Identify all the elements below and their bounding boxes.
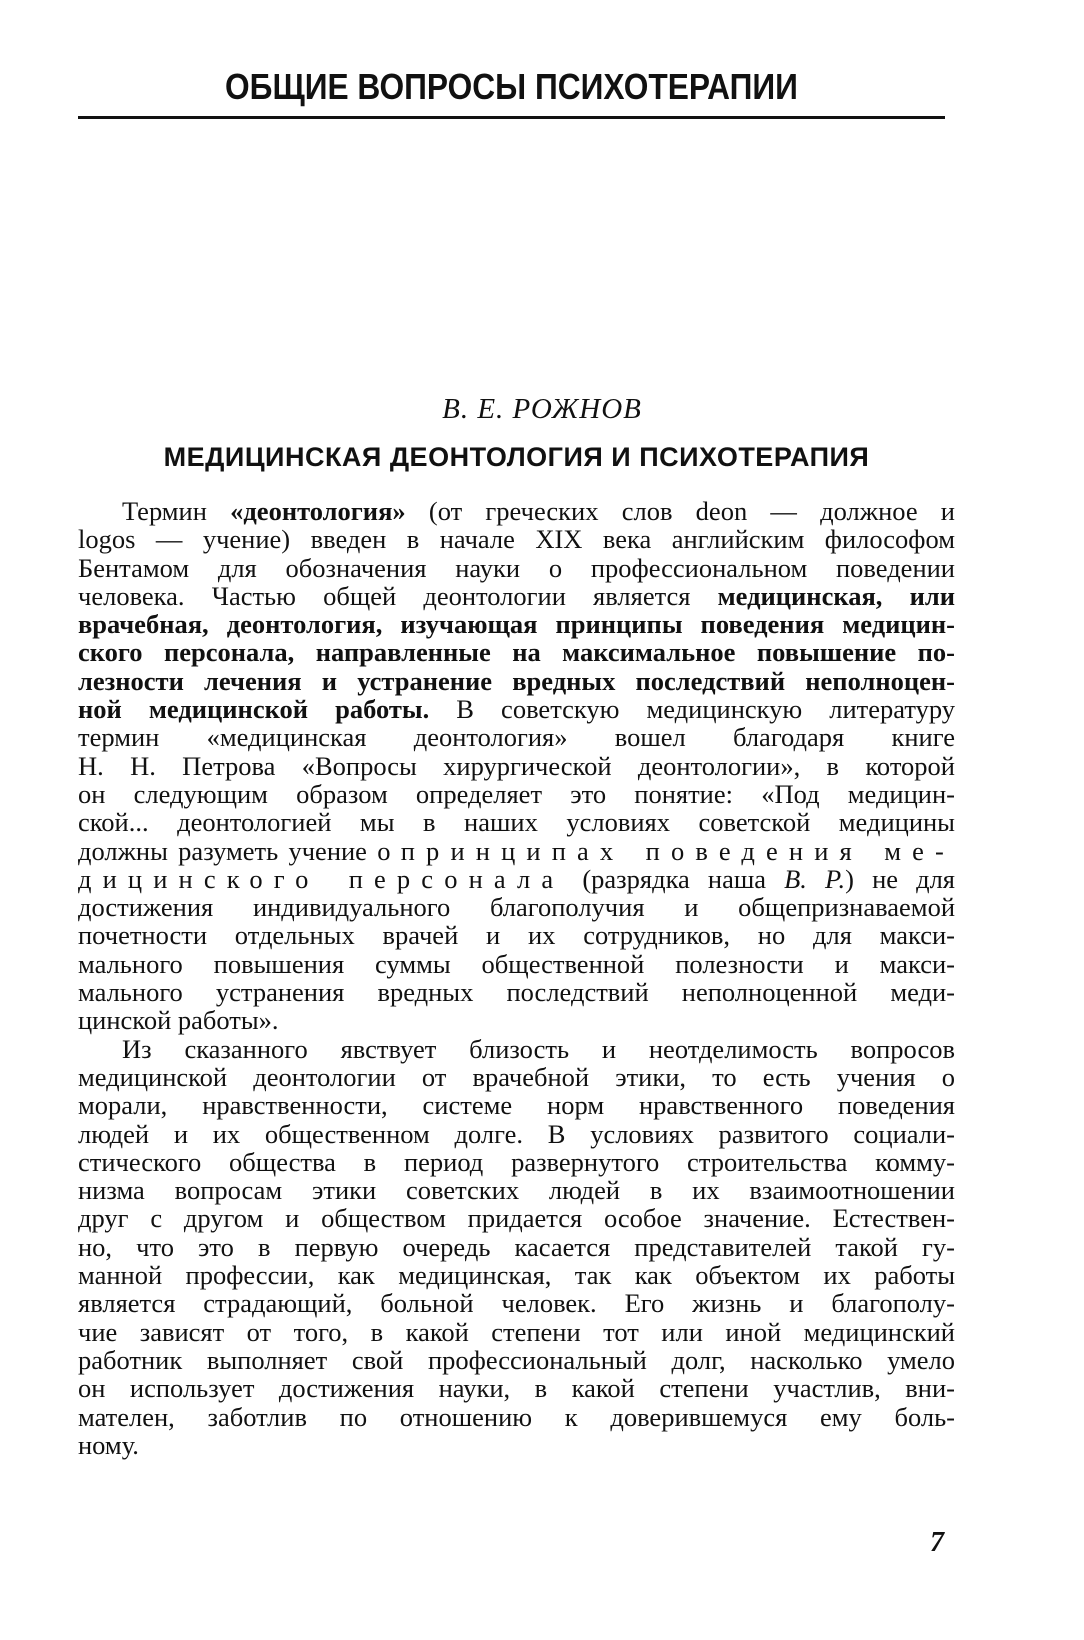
- text: друг с другом и обществом придается особое значение. Естествен-: [78, 1203, 955, 1234]
- text: почетности отдельных врачей и их сотрудников, но для макси-: [78, 920, 955, 951]
- page-number: 7: [930, 1527, 944, 1558]
- text-line: [78, 638, 955, 666]
- text: logos — учение) введен в начале XIX века английским философом: [78, 524, 955, 555]
- text: В советскую медицинскую литературу: [429, 694, 955, 725]
- text-line: [78, 837, 955, 865]
- text: морали, нравственности, системе норм нравственного поведения: [78, 1090, 955, 1121]
- spaced-text: дицинского персонала: [78, 863, 565, 894]
- text: Из сказанного явствует близость и неотделимость вопросов: [122, 1033, 955, 1064]
- text-line: [78, 1318, 955, 1346]
- text: медицинской деонтологии от врачебной этики, то есть учения о: [78, 1061, 955, 1092]
- text-line: [78, 978, 955, 1006]
- text-line: [78, 525, 955, 553]
- text: мального повышения суммы общественной полезности и макси-: [78, 948, 955, 979]
- text-line: [78, 1204, 955, 1232]
- text: ) не для: [845, 863, 955, 894]
- text-line: [78, 1233, 955, 1261]
- text: цинской работы».: [78, 1005, 279, 1036]
- text-line: [78, 950, 955, 978]
- text: мального устранения вредных последствий неполноценной меди-: [78, 977, 955, 1008]
- bold-text: «деонтология»: [230, 496, 406, 526]
- article-title: МЕДИЦИНСКАЯ ДЕОНТОЛОГИЯ И ПСИХОТЕРАПИЯ: [163, 442, 870, 472]
- text: манной профессии, как медицинская, так как объектом их работы: [78, 1260, 955, 1291]
- text: Н. Н. Петрова «Вопросы хирургической деонтологии», в которой: [78, 750, 955, 781]
- text: термин «медицинская деонтология» вошел благодаря книге: [78, 722, 955, 753]
- text-line: [78, 921, 955, 949]
- text-line: [78, 808, 955, 836]
- text-line: [78, 610, 955, 638]
- text-line: [78, 1346, 955, 1374]
- text-line: [78, 1120, 955, 1148]
- text-line: [78, 780, 955, 808]
- text-line: [78, 865, 955, 893]
- text: он использует достижения науки, в какой степени участлив, вни-: [78, 1373, 955, 1404]
- text: является страдающий, больной человек. Его жизнь и благополу-: [78, 1288, 955, 1319]
- text: чие зависят от того, в какой степени тот или иной медицинский: [78, 1316, 955, 1347]
- text-line: [78, 1261, 955, 1289]
- text-line: [78, 1289, 955, 1317]
- text-line: [78, 1176, 955, 1204]
- text: ской... деонтологией мы в наших условиях советской медицины: [78, 807, 955, 838]
- text: должны разуметь учение о: [78, 835, 401, 866]
- bold-text: медицинская, или: [717, 580, 955, 611]
- text-line: [78, 1035, 955, 1063]
- text: он следующим образом определяет это понятие: «Под медицин-: [78, 778, 955, 809]
- text-line: [78, 1091, 955, 1119]
- text: (разрядка наша: [564, 863, 785, 894]
- text: но, что это в первую очередь касается представителей такой гу-: [78, 1231, 955, 1262]
- running-head: ОБЩИЕ ВОПРОСЫ ПСИХОТЕРАПИИ: [225, 66, 798, 107]
- text-line: [78, 752, 955, 780]
- bold-text: врачебная, деонтология, изучающая принципы поведения медицин-: [78, 609, 955, 640]
- text-line: [78, 1403, 955, 1431]
- text: стического общества в период развернутого строительства комму-: [78, 1146, 955, 1177]
- text-line: [78, 497, 955, 525]
- text-line: [78, 582, 955, 610]
- text-line: [78, 1063, 955, 1091]
- text: людей и их общественном долге. В условиях развитого социали-: [78, 1118, 955, 1149]
- text-line: [78, 1431, 955, 1459]
- text-line: [78, 667, 955, 695]
- paragraph: [78, 497, 955, 1035]
- text: достижения индивидуального благополучия и общепризнаваемой: [78, 892, 955, 923]
- spaced-text: принципах поведения ме-: [400, 835, 955, 866]
- header-rule: [78, 116, 945, 119]
- bold-text: лезности лечения и устранение вредных последствий неполноцен-: [78, 665, 955, 696]
- text: мателен, заботлив по отношению к доверившемуся ему боль-: [78, 1401, 955, 1432]
- text-line: [78, 1006, 955, 1034]
- text: Бентамом для обозначения науки о профессиональном поведении: [78, 552, 955, 583]
- text-line: [78, 695, 955, 723]
- article-body: [78, 497, 955, 1459]
- text: Термин: [122, 496, 231, 526]
- bold-text: ной медицинской работы.: [78, 694, 430, 725]
- bold-text: ского персонала, направленные на максимальное повышение по-: [78, 637, 955, 668]
- paragraph: [78, 1035, 955, 1459]
- article-author: В. Е. РОЖНОВ: [442, 393, 642, 425]
- text-line: [78, 1148, 955, 1176]
- text-line: [78, 554, 955, 582]
- text: работник выполняет свой профессиональный долг, насколько умело: [78, 1344, 955, 1375]
- italic-text: В. Р.: [784, 863, 846, 894]
- text-line: [78, 893, 955, 921]
- text: (от греческих слов deon — должное и: [405, 496, 955, 526]
- text-line: [78, 723, 955, 751]
- text: человека. Частью общей деонтологии является: [78, 580, 718, 611]
- text-line: [78, 1374, 955, 1402]
- text: ному.: [78, 1429, 139, 1460]
- text: низма вопросам этики советских людей в их взаимоотношении: [78, 1175, 955, 1206]
